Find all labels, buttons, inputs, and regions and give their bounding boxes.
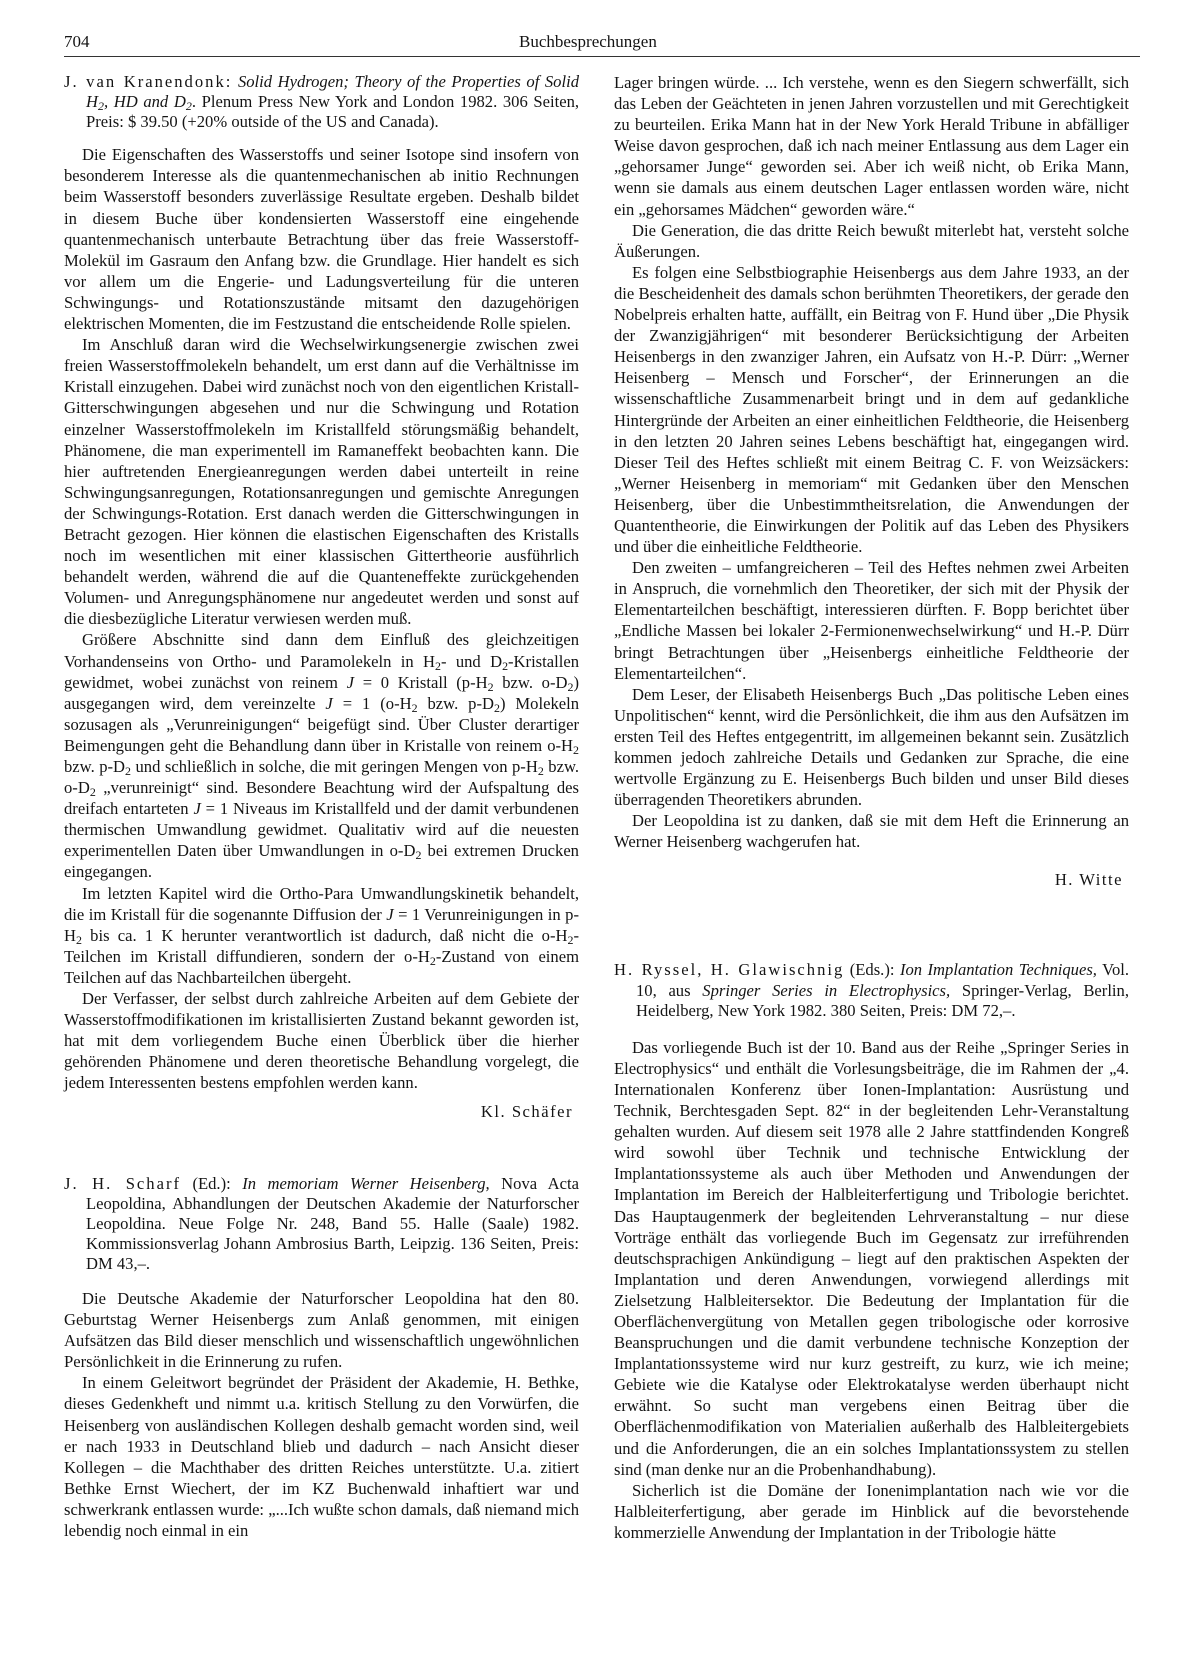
review-3-paragraph-2: Sicherlich ist die Domäne der Ionenimplantation nach wie vor die Halbleiterfertigung, aber gerade im Hinblick auf die bevorstehende kommerzielle Anwendung der Implantation in der Tribologie hätte bbox=[614, 1480, 1129, 1542]
review-3-heading: H. Ryssel, H. Glawischnig (Eds.): Ion Implantation Techniques, Vol. 10, aus Springer Series in Electrophysics, Springer-Verlag, Berlin, Heidelberg, New York 1982. 380 Seiten, Preis: DM 72,–. bbox=[614, 960, 1130, 1020]
review-2-title: In memoriam Werner Heisenberg, bbox=[242, 1173, 490, 1193]
review-2-author: J. H. Scharf bbox=[64, 1173, 181, 1193]
right-column bbox=[614, 72, 1129, 1543]
review-2-paragraph-1: Die Deutsche Akademie der Naturforscher Leopoldina hat den 80. Geburtstag Werner Heisenbergs zum Anlaß genommen, mit einigen Aufsätzen das Bild dieser menschlich und wissenschaftlich ungewöhnlichen Persönlichkeit in die Erinnerung zu rufen. bbox=[64, 1288, 579, 1372]
review-1-paragraph-5: Der Verfasser, der selbst durch zahlreiche Arbeiten auf dem Gebiete der Wasserstoffmodifikationen im kristallisierten Zustand bekannt geworden ist, hat mit dem vorliegendem Buche einen Überblick über die hierher gehörenden Phänomene und deren theoretische Behandlung vorgelegt, die jedem Interessenten bestens empfohlen werden kann. bbox=[64, 989, 579, 1093]
left-column bbox=[64, 72, 579, 1541]
review-3-paragraph-1: Das vorliegende Buch ist der 10. Band aus der Reihe „Springer Series in Electrophysics“ und enthält die Vorlesungsbeiträge, die im Rahmen der „4. Internationalen Konferenz über Ionen-Implantation: Ausrüstung und Technik, Berchtesgaden Sept. 82“ in der begleitenden Lehr-Veranstaltung gehalten wurden. Auf diesem seit 1978 alle 2 Jahre stattfindenden Kongreß wird sowohl über Technik und technische Entwicklung der Implantationssysteme als auch über Methoden und Anwendungen der Implantation im Bereich der Halbleiterfertigung und Tribologie berichtet. Das Hauptaugenmerk der begleitenden Lehrveranstaltung – nur diese Vorträge enthält das vorliegende Buch im Gegensatz zur irreführenden deutschsprachigen Ankündigung – liegt auf den praktischen Aspekten der Implantation und deren Anwendungen, vorwiegend allerdings mit Zielsetzung Halbleitersektor. Die Bedeutung der Implantation für die Oberflächenvergütung von Metallen gegen tribologische oder korrosive Beanspruchungen und die damit verbundene technische Konzeption der Implantationssysteme wird nur kurz gestreift, zu kurz, wie ich meine; Gebiete wie die Katalyse oder Elektrokatalyse werden überhaupt nicht erwähnt. So sucht man vergebens einen Beitrag über die Oberflächenmodifikation von Materialien außerhalb des Halbleitergebiets und die Anforderungen, die an ein solches Implantationssystem zu stellen sind (man denke nur an die Probenhandhabung). bbox=[614, 1037, 1129, 1479]
review-2-paragraph-5: Den zweiten – umfangreicheren – Teil des Heftes nehmen zwei Arbeiten in Anspruch, die vornehmlich den Theoretiker, der sich mit der Physik der Elementarteilchen beschäftigt, interessieren dürften. F. Bopp berichtet über „Endliche Massen bei lokaler 2-Fermionenwechselwirkung“ und H.-P. Dürr bringt Betrachtungen über „Heisenbergs einheitliche Feldtheorie der Elementarteilchen“. bbox=[614, 558, 1129, 683]
header-rule bbox=[64, 56, 1140, 57]
review-1-title: Solid Hydrogen; Theory of the Properties of Solid $H_2$, HD and $D_2$ bbox=[86, 72, 579, 114]
review-3-title: Ion Implantation Techniques, bbox=[899, 960, 1097, 980]
review-2-paragraph-3: Die Generation, die das dritte Reich bewußt miterlebt hat, versteht solche Äußerungen. bbox=[614, 220, 1129, 261]
review-1-paragraph-3: Größere Abschnitte sind dann dem Einfluß des gleichzeitigen Vorhandenseins von Ortho- und Paramolekeln in $H_2-$ und $D_2$-Kristallen gewidmet, wobei zunächst von reinem J = 0 Kristall ($p-H_2$ bzw. $o-D_2$) ausgegangen wird, dem vereinzelte J = 1 ($o-H_2$ bzw. $p-D_2$) Molekeln sozusagen als „Verunreinigungen“ beigefügt sind. Über Cluster derartiger Beimengungen geht die Behandlung dann über in Kristalle von reinem $o-H_2$ bzw. $p-D_2$ und schließlich in solche, die mit geringen Mengen von $p-H_2$ bzw. $o-D_2$ „verunreinigt“ sind. Besondere Beachtung wird der Aufspaltung des dreifach entarteten J = 1 Niveaus im Kristallfeld und der damit verbundenen thermischen Umwandlung gewidmet. Qualitativ wird auf die neuesten experimentellen Daten über Umwandlungen in $o-D_2$ bei extremen Drucken eingegangen. bbox=[64, 630, 580, 882]
review-1-paragraph-1: Die Eigenschaften des Wasserstoffs und seiner Isotope sind insofern von besonderem Interesse als die quantenmechanischen ab initio Rechnungen beim Wasserstoff besonders zuverlässige Resultate ergeben. Deshalb bildet in diesem Buche über kondensierten Wasserstoff eine eingehende quantenmechanisch unterbaute Betrachtung über das freie Wasserstoff-Molekül im Gasraum den Anfang bzw. die Grundlage. Hier handelt es sich vor allem um die Engerie- und Ladungsverteilung für die unteren Schwingungs- und Rotationszustände mitsamt den dazugehörigen elektrischen Momenten, die im Festzustand die entscheidende Rolle spielen. bbox=[64, 145, 579, 334]
review-3-series: Springer Series in Electrophysics, bbox=[702, 980, 951, 1000]
review-2-paragraph-4: Es folgen eine Selbstbiographie Heisenbergs aus dem Jahre 1933, an der die Bescheidenheit des damals schon berühmten Theoretikers, der gerade den Nobelpreis erhalten hatte, auffällt, ein Beitrag von F. Hund über „Die Physik der Zwanzigjährigen“ mit besonderer Berücksichtigung der Arbeiten Heisenbergs in den zwanziger Jahren, ein Aufsatz von H.-P. Dürr: „Werner Heisenberg – Mensch und Forscher“, der Erinnerungen an die wissenschaftliche Zusammenarbeit bringt und in dem auf gedankliche Hintergründe der Arbeiten an einer einheitlichen Feldtheorie, die Heisenberg in den letzten 20 Jahren seines Lebens beschäftigt hat, eingegangen wird. Dieser Teil des Heftes schließt mit einem Beitrag C. F. von Weizsäckers: „Werner Heisenberg in memoriam“ mit Gedanken über den Menschen Heisenberg, über die Unbestimmtheitsrelation, die Anwendungen der Quantentheorie, die Einwirkungen der Politik auf das Leben des Physikers und über die einheitliche Feldtheorie. bbox=[614, 262, 1129, 557]
review-1-paragraph-2: Im Anschluß daran wird die Wechselwirkungsenergie zwischen zwei freien Wasserstoffmolekeln behandelt, um erst dann auf die Verhältnisse im Kristall einzugehen. Dabei wird zunächst noch von den eigentlichen Kristall-Gitterschwingungen abgesehen und nur die Schwingung und Rotation einzelner Wasserstoffmolekeln im Kristallfeld störungsmäßig behandelt, Phänomene, die man experimentell im Ramaneffekt beobachten kann. Die hier auftretenden Energieanregungen werden dabei unterteilt in reine Schwingungsanregungen, Rotationsanregungen und gemischte Anregungen der Schwingungs-Rotation. Erst danach werden die Gitterschwingungen in Betracht gezogen. Hier können die elastischen Eigenschaften des Kristalls noch im wesentlichen mit einer klassischen Gittertheorie ausführlich behandelt werden, während die auf die Quanteneffekte zurückgehenden Volumen- und Anregungsphänomene nur angedeutet werden und sonst auf die diesbezügliche Literatur verwiesen werden muß. bbox=[64, 335, 579, 629]
review-2-paragraph-7: Der Leopoldina ist zu danken, daß sie mit dem Heft die Erinnerung an Werner Heisenberg wachgerufen hat. bbox=[614, 811, 1129, 852]
page-header bbox=[64, 32, 1144, 58]
review-2-paragraph-6: Dem Leser, der Elisabeth Heisenbergs Buch „Das politische Leben eines Unpolitischen“ kennt, wird die Persönlichkeit, die ihm aus den Aufsätzen im ersten Teil des Heftes entgegentritt, im allgemeinen bekannt sein. Zusätzlich kommen jedoch zahlreiche Details und Gedanken zur Sprache, die eine wertvolle Ergänzung zu E. Heisenbergs Buch bilden und unser Bild dieses überragenden Theoretikers abrunden. bbox=[614, 684, 1129, 810]
review-2-paragraph-2: In einem Geleitwort begründet der Präsident der Akademie, H. Bethke, dieses Gedenkheft und nimmt u.a. kritisch Stellung zu den Vorwürfen, die Heisenberg von ausländischen Kollegen deshalb gemacht worden sind, weil er nach 1933 in Deutschland blieb und dadurch – nach Ansicht dieser Kollegen – die Machthaber des dritten Reiches unterstützte. U.a. zitiert Bethke Ernst Wiechert, der im KZ Buchenwald inhaftiert war und schwerkrank entlassen wurde: „...Ich wußte schon damals, daß niemand mich lebendig noch einmal in ein bbox=[64, 1373, 579, 1540]
review-1-heading bbox=[64, 72, 579, 132]
review-1-publication: . Plenum Press New York and London 1982. 306 Seiten, Preis: $ 39.50 (+20% outside of the US and Canada). bbox=[86, 92, 580, 132]
review-3-author: H. Ryssel, H. Glawischnig bbox=[614, 960, 845, 980]
review-2-paragraph-2-continued: Lager bringen würde. ... Ich verstehe, wenn es den Siegern schwerfällt, sich das Leben der Geächteten in jenen Jahren vorzustellen und mit Gerechtigkeit zu beurteilen. Erika Mann hat in der New York Herald Tribune in abfälliger Weise davon gesprochen, daß ich nach meiner Entlassung aus dem Lager ein „gehorsamer Junge“ geworden sei. Aber ich weiß nicht, ob Erika Mann, wenn sie damals aus einem deutschen Lager entlassen worden wäre, nicht ein „gehorsames Mädchen“ geworden wäre.“ bbox=[614, 73, 1129, 219]
review-2-heading: J. H. Scharf (Ed.): In memoriam Werner Heisenberg, Nova Acta Leopoldina, Abhandlungen der Deutschen Akademie der Naturforscher Leopoldina. Neue Folge Nr. 248, Band 55. Halle (Saale) 1982. Kommissionsverlag Johann Ambrosius Barth, Leipzig. 136 Seiten, Preis: DM 43,–. bbox=[64, 1173, 580, 1273]
review-1-paragraph-4: Im letzten Kapitel wird die Ortho-Para Umwandlungskinetik behandelt, die im Kristall für die sogenannte Diffusion der J = 1 Verunreinigungen in $p-H_2$ bis ca. 1 K herunter verantwortlich ist dadurch, daß nicht die $o-H_2$-Teilchen im Kristall diffundieren, sondern der $o-H_2$-Zustand von einem Teilchen auf das Nachbarteilchen übergeht. bbox=[64, 883, 579, 987]
review-2-publication: Nova Acta Leopoldina, Abhandlungen der Deutschen Akademie der Naturforscher Leopoldina. Neue Folge Nr. 248, Band 55. Halle (Saale) 1982. Kommissionsverlag Johann Ambrosius Barth, Leipzig. 136 Seiten, Preis: DM 43,–. bbox=[86, 1173, 580, 1273]
running-title: Buchbesprechungen bbox=[519, 32, 657, 51]
page-number: 704 bbox=[64, 32, 90, 51]
review-1-signature: Kl. Schäfer bbox=[480, 1101, 573, 1121]
review-2-signature: H. Witte bbox=[1054, 870, 1123, 890]
review-1-author: J. van Kranendonk: bbox=[64, 72, 233, 91]
review-3-publication: Springer-Verlag, Berlin, Heidelberg, New York 1982. 380 Seiten, Preis: DM 72,–. bbox=[636, 980, 1129, 1020]
